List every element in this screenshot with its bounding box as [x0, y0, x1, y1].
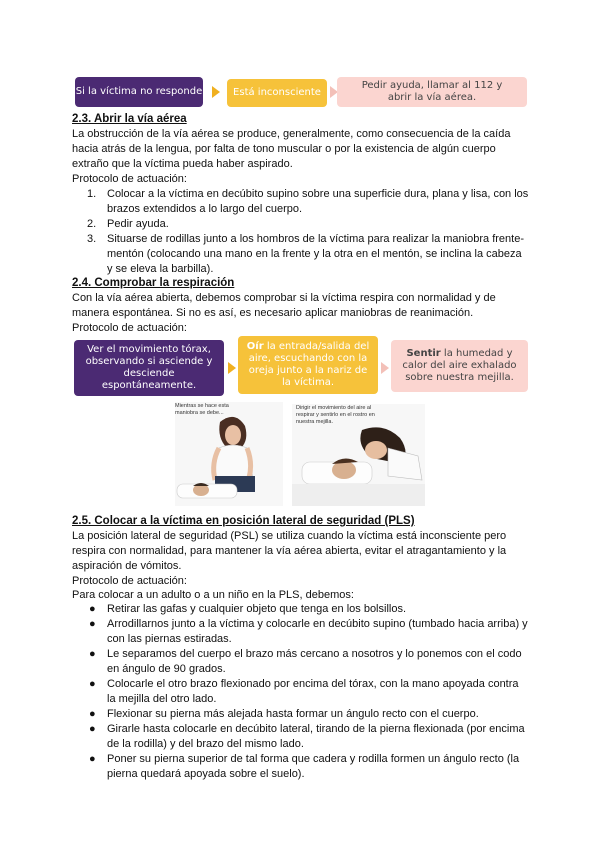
step-item: 1. Colocar a la víctima en decúbito supino sobre una superficie dura, plana y lisa, con los brazos extendidos a lo largo del cuerpo. — [87, 188, 529, 215]
bullet-item: ● Flexionar su pierna más alejada hasta formar un ángulo recto con el cuerpo. — [89, 708, 479, 720]
flow2-step3-text: Sentir la humedad y calor del aire exhalado sobre nuestra mejilla. — [402, 348, 517, 383]
flow2-step2 — [238, 336, 378, 394]
section-2-4-paragraph: Con la vía aérea abierta, debemos comprobar si la víctima respira con normalidad y de manera espontánea. Si no es así, es necesario aplicar maniobras de reanimación. — [72, 292, 496, 319]
rescuer-illustration — [175, 402, 283, 506]
photo-caption-2: Dirigir el movimiento del aire al respirar y sentirlo en el rostro en nuestra mejilla. — [296, 405, 375, 425]
bullet-item: ● Poner su pierna superior de tal forma que cadera y rodilla formen un ángulo recto (la pierna quedará apoyada sobre el suelo). — [89, 753, 520, 780]
section-2-5-bullets — [89, 602, 529, 782]
section-2-3-paragraph: La obstrucción de la vía aérea se produce, generalmente, como consecuencia de la caída hacia atrás de la lengua, por falta de tono muscular o por la existencia de algún cuerpo extraño que la víctima pueda haber aspirado. — [72, 128, 511, 170]
arrow-icon — [228, 362, 236, 374]
flow2-step2-text: Oír la entrada/salida del aire, escuchando con la oreja junto a la nariz de la víctima. — [246, 341, 370, 388]
bullet-item: ● Retirar las gafas y cualquier objeto que tenga en los bolsillos. — [89, 603, 407, 615]
step-item: 2. Pedir ayuda. — [87, 218, 169, 230]
flow1-step2-text: Está inconsciente — [233, 87, 321, 98]
arrow-icon — [212, 86, 220, 98]
section-2-5-paragraph: La posición lateral de seguridad (PSL) se utiliza cuando la víctima está inconsciente pero respira con normalidad, para mantener la vía aérea abierta, evitar el atragantamiento y la aspiración de vómitos. — [72, 530, 507, 572]
photo-caption-1: Mientras se hace esta maniobra se debe... — [175, 403, 229, 416]
flow2-step1-text: Ver el movimiento tórax, observando si asciende y desciende espontáneamente. — [85, 344, 213, 391]
step-item: 3. Situarse de rodillas junto a los hombros de la víctima para realizar la maniobra frente-mentón (colocando una mano en la frente y la otra en el mentón, se inclina la cabeza y se eleva la barbilla). — [87, 233, 524, 275]
section-2-5-protocol: Protocolo de actuación: — [72, 575, 187, 587]
bullet-item: ● Arrodillarnos junto a la víctima y colocarle en decúbito supino (tumbado hacia arriba) y con las piernas estiradas. — [89, 618, 528, 645]
section-2-3-steps — [87, 187, 529, 277]
flow1-step1-text: Si la víctima no responde — [75, 86, 203, 97]
flow2-step3 — [391, 340, 528, 392]
arrow-icon — [381, 362, 389, 374]
section-2-4-protocol: Protocolo de actuación: — [72, 322, 187, 334]
bullet-item: ● Girarle hasta colocarle en decúbito lateral, tirando de la pierna flexionada (por encima de la rodilla) y del brazo del mismo lado. — [89, 723, 525, 750]
flow1-step3 — [337, 77, 527, 107]
photo-open-airway — [175, 402, 283, 506]
flow1-step2 — [227, 79, 327, 107]
flow2-step1 — [74, 340, 224, 396]
flow1-step1 — [75, 77, 203, 107]
section-2-3-title: 2.3. Abrir la vía aérea — [72, 113, 187, 125]
section-2-4-title: 2.4. Comprobar la respiración — [72, 277, 235, 289]
bullet-item: ● Le separamos del cuerpo el brazo más cercano a nosotros y lo ponemos con el codo en ángulo de 90 grados. — [89, 648, 522, 675]
section-2-3-protocol: Protocolo de actuación: — [72, 173, 187, 185]
section-2-5-title: 2.5. Colocar a la víctima en posición lateral de seguridad (PLS) — [72, 515, 415, 527]
section-2-5-intro: Para colocar a un adulto o a un niño en la PLS, debemos: — [72, 589, 354, 601]
flow1-step3-text: Pedir ayuda, llamar al 112 y abrir la vía aérea. — [361, 80, 503, 103]
bullet-item: ● Colocarle el otro brazo flexionado por encima del tórax, con la mano apoyada contra la mejilla del otro lado. — [89, 678, 519, 705]
